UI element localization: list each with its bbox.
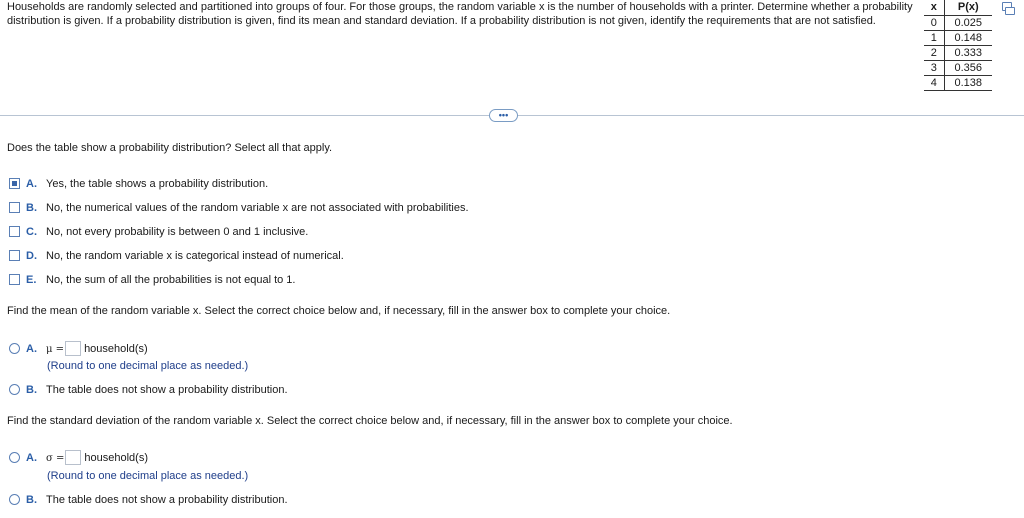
mean-unit: household(s) [84,343,148,355]
table-cell-x: 2 [924,45,944,60]
problem-statement: Households are randomly selected and partitioned into groups of four. For those groups, the random variable x is the number of households with a printer. Determine whether a probability distribution is given. If a probability distribution is given, find its mean and standard deviation. If a probability distribution is not given, identify the requirements that are not satisfied. [7,1,913,27]
q2-prompt: Find the mean of the random variable x. Select the correct choice below and, if necessary, fill in the answer box to complete your choice. [7,305,671,317]
checkbox-icon[interactable] [9,274,20,285]
option-letter: A. [26,178,37,190]
option-letter: A. [26,343,37,355]
probability-table [924,0,992,91]
table-row [924,15,992,30]
checkbox-checked-icon[interactable] [9,178,20,189]
copy-icon[interactable] [1002,2,1012,11]
q3-prompt: Find the standard deviation of the random variable x. Select the correct choice below and, if necessary, fill in the answer box to complete your choice. [7,415,733,427]
option-letter: B. [26,494,37,506]
radio-icon[interactable] [9,384,20,395]
sd-round-hint: (Round to one decimal place as needed.) [47,470,249,482]
table-cell-x: 3 [924,60,944,75]
q2-option-a[interactable] [9,341,148,355]
option-letter: C. [26,226,37,238]
more-button[interactable]: ••• [489,109,518,122]
q1-option-a[interactable] [9,177,268,191]
option-letter: A. [26,452,37,464]
mean-symbol: μ = [46,344,65,355]
checkbox-icon[interactable] [9,250,20,261]
option-text: No, not every probability is between 0 and 1 inclusive. [46,226,309,238]
option-text: No, the numerical values of the random variable x are not associated with probabilities. [46,202,469,214]
table-row [924,45,992,60]
checkbox-icon[interactable] [9,202,20,213]
radio-icon[interactable] [9,343,20,354]
table-cell-px: 0.138 [944,75,992,90]
q1-option-e[interactable] [9,273,295,287]
table-cell-px: 0.333 [944,45,992,60]
radio-icon[interactable] [9,494,20,505]
table-header-px: P(x) [957,1,979,14]
checkbox-icon[interactable] [9,226,20,237]
q1-prompt: Does the table show a probability distribution? Select all that apply. [7,142,333,154]
option-letter: B. [26,202,37,214]
radio-icon[interactable] [9,452,20,463]
option-letter: D. [26,250,37,262]
option-text: Yes, the table shows a probability distribution. [46,178,269,190]
table-cell-px: 0.148 [944,30,992,45]
table-row [924,60,992,75]
table-cell-px: 0.025 [944,15,992,30]
sd-answer-input[interactable] [65,450,81,465]
option-text: The table does not show a probability distribution. [46,384,288,396]
q3-option-b[interactable] [9,493,288,507]
table-cell-x: 4 [924,75,944,90]
option-text: The table does not show a probability distribution. [46,494,288,506]
table-row [924,75,992,90]
table-cell-x: 0 [924,15,944,30]
table-header-x: x [924,0,944,15]
mean-round-hint: (Round to one decimal place as needed.) [47,360,249,372]
option-letter: E. [26,274,37,286]
option-letter: B. [26,384,37,396]
sd-symbol: σ = [46,453,65,464]
q1-option-d[interactable] [9,249,344,263]
q1-option-c[interactable] [9,225,308,239]
table-cell-x: 1 [924,30,944,45]
table-row [924,30,992,45]
q2-option-b[interactable] [9,383,288,397]
option-text: No, the random variable x is categorical instead of numerical. [46,250,344,262]
q1-option-b[interactable] [9,201,469,215]
table-cell-px: 0.356 [944,60,992,75]
q3-option-a[interactable] [9,450,148,464]
option-text: No, the sum of all the probabilities is not equal to 1. [46,274,296,286]
sd-unit: household(s) [84,452,148,464]
mean-answer-input[interactable] [65,341,81,356]
